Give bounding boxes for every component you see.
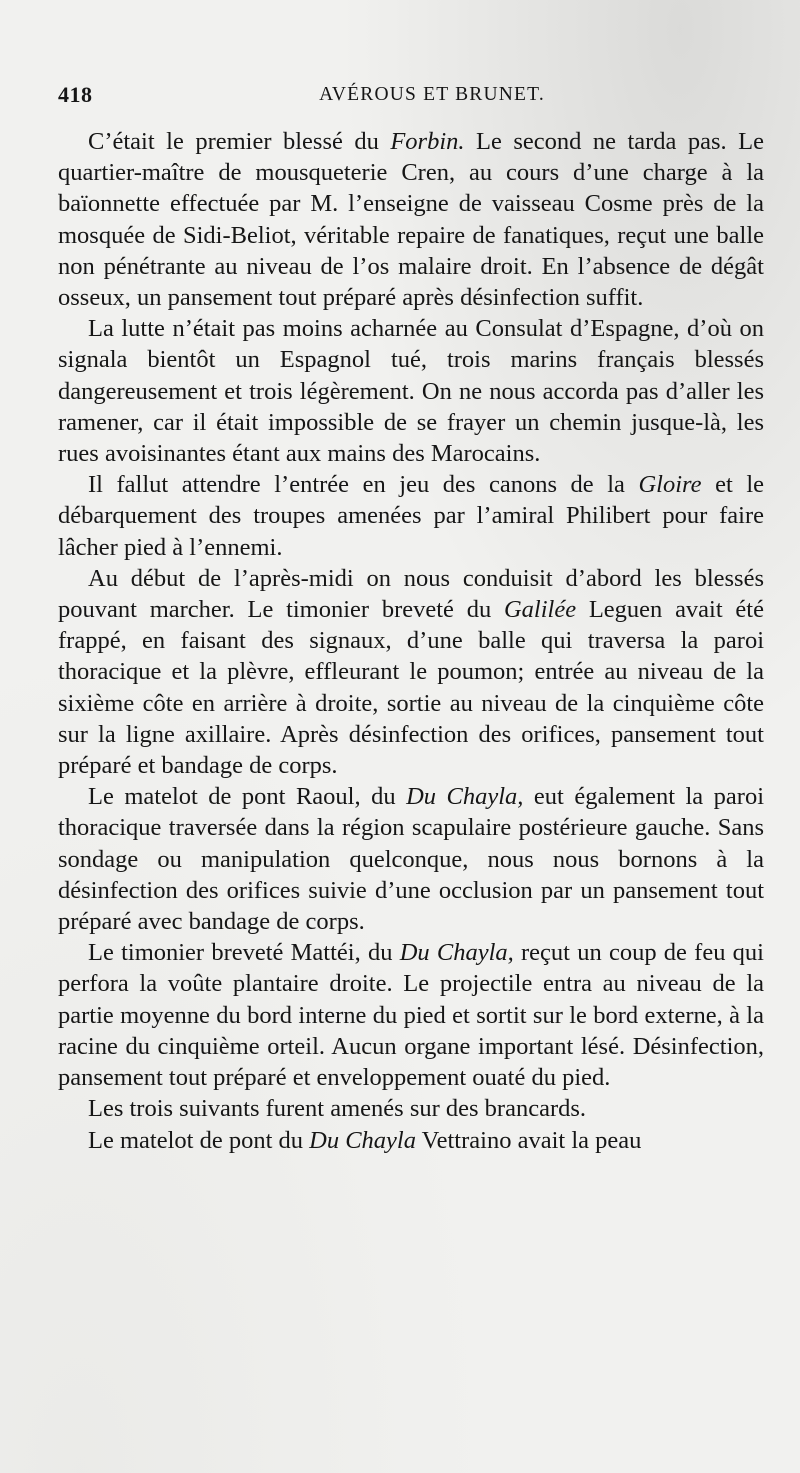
- text-run: Il fallut attendre l’entrée en jeu des canons de la: [88, 471, 639, 499]
- paragraph: [58, 313, 764, 469]
- paragraph: [58, 1093, 764, 1124]
- italic-ship-name: Du Chayla,: [399, 939, 514, 967]
- text-run: et le débarquement des troupes amenées par l’amiral Philibert pour faire lâcher pied à l’ennemi.: [58, 471, 765, 561]
- paragraph: [58, 126, 764, 313]
- paragraph: [58, 469, 764, 563]
- italic-ship-name: Forbin.: [390, 128, 465, 155]
- text-run: reçut un coup de feu qui perfora la voûte plantaire droite. Le projectile entra au niveau de la partie moyenne du bord interne du pied et sortit sur le bord externe, à la racine du cinquième orteil. Aucun organe important lésé. Désinfection, pansement tout préparé et enveloppement ouaté du pied.: [58, 939, 764, 1092]
- running-head: [58, 82, 762, 112]
- paragraph: [58, 781, 764, 937]
- text-run: Les trois suivants furent amenés sur des brancards.: [88, 1095, 587, 1123]
- text-run: eut également la paroi thoracique traversée dans la région scapulaire postérieure gauche. Sans sondage ou manipulation quelconque, nous nous bornons à la désinfection des orifices suivie d’une occlusion par un pansement tout préparé avec bandage de corps.: [58, 783, 764, 936]
- paragraph: [58, 563, 764, 781]
- paragraph: [58, 1125, 764, 1156]
- italic-ship-name: Gloire: [638, 471, 702, 499]
- body-text: [58, 126, 764, 1156]
- page-number: 418: [58, 82, 93, 107]
- italic-ship-name: Galilée: [503, 596, 577, 624]
- text-run: C’était le premier blessé du: [88, 128, 391, 155]
- text-run: Leguen avait été frappé, en faisant des signaux, d’une balle qui traversa la paroi thoracique et la plèvre, effleurant le poumon; entrée au niveau de la sixième côte en arrière à droite, sortie au niveau de la cinquième côte sur la ligne axillaire. Après désinfection des orifices, pansement tout préparé et bandage de corps.: [58, 596, 764, 780]
- text-run: Au début de l’après-midi on nous conduisit d’abord les blessés pouvant marcher. Le timonier breveté du: [58, 564, 764, 624]
- italic-ship-name: Du Chayla,: [406, 783, 524, 811]
- text-run: Le timonier breveté Mattéi, du: [88, 939, 400, 967]
- text-run: Le second ne tarda pas. Le quartier-maître de mousqueterie Cren, au cours d’une charge à la baïonnette effectuée par M. l’enseigne de vaisseau Cosme près de la mosquée de Sidi-Beliot, véritable repaire de fanatiques, reçut une balle non pénétrante au niveau de l’os malaire droit. En l’absence de dégât osseux, un pansement tout préparé après désinfection suffit.: [58, 128, 764, 312]
- text-run: Le matelot de pont du: [88, 1126, 310, 1154]
- paragraph: [58, 937, 764, 1093]
- text-run: Vettraino avait la peau: [415, 1126, 642, 1154]
- text-run: La lutte n’était pas moins acharnée au Consulat d’Espagne, d’où on signala bientôt un Espagnol tué, trois marins français blessés dangereusement et trois légèrement. On ne nous accorda pas d’aller les ramener, car il était impossible de se frayer un chemin jusque-là, les rues avoisinantes étant aux mains des Marocains.: [58, 315, 764, 468]
- italic-ship-name: Du Chayla: [309, 1126, 416, 1154]
- text-run: Le matelot de pont Raoul, du: [88, 783, 407, 811]
- running-title: AVÉROUS ET BRUNET.: [319, 84, 545, 105]
